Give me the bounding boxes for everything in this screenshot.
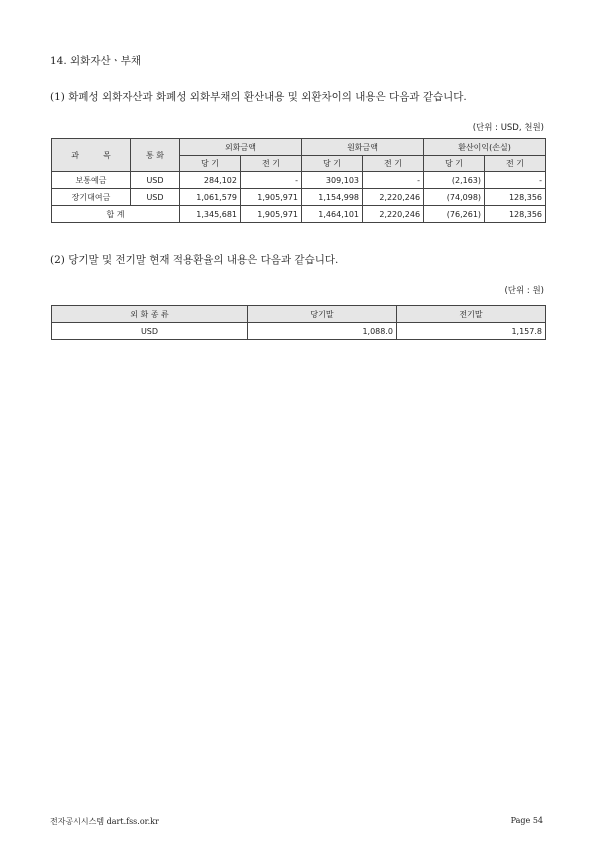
unit-label-1: (단위 : USD, 천원): [472, 123, 544, 133]
paragraph-2: (2) 당기말 및 전기말 현재 적용환율의 내용은 다음과 같습니다.: [50, 254, 339, 266]
header-current: 당 기: [180, 156, 241, 172]
header-account: 과 목: [52, 139, 131, 172]
header-prior: 전 기: [363, 156, 424, 172]
currency-cell: USD: [131, 189, 180, 206]
section-title: 14. 외화자산ㆍ부채: [50, 55, 142, 67]
unit-label-2: (단위 : 원): [504, 286, 544, 296]
currency-cell: USD: [131, 172, 180, 189]
page-number: Page 54: [510, 816, 543, 825]
table-row: [52, 323, 546, 340]
value-cell: 1,157.8: [397, 323, 546, 340]
header-current: 당 기: [302, 156, 363, 172]
value-cell: 1,345,681: [180, 206, 241, 223]
value-cell: 1,464,101: [302, 206, 363, 223]
table-row: [52, 172, 546, 189]
value-cell: 1,088.0: [248, 323, 397, 340]
value-cell: 2,220,246: [363, 206, 424, 223]
footer-source: 전자공시시스템 dart.fss.or.kr: [50, 817, 159, 826]
total-label: 합 계: [52, 206, 180, 223]
value-cell: (74,098): [424, 189, 485, 206]
header-current-end: 당기말: [248, 306, 397, 323]
value-cell: (76,261): [424, 206, 485, 223]
header-current: 당 기: [424, 156, 485, 172]
header-foreign-amount: 외화금액: [180, 139, 302, 156]
header-krw-amount: 원화금액: [302, 139, 424, 156]
value-cell: 1,154,998: [302, 189, 363, 206]
header-prior: 전 기: [241, 156, 302, 172]
paragraph-1: (1) 화폐성 외화자산과 화폐성 외화부채의 환산내용 및 외환차이의 내용은 다음과 같습니다.: [50, 91, 467, 103]
header-translation-gain: 환산이익(손실): [424, 139, 546, 156]
value-cell: -: [485, 172, 546, 189]
header-prior: 전 기: [485, 156, 546, 172]
header-currency-type: 외 화 종 류: [52, 306, 248, 323]
value-cell: -: [241, 172, 302, 189]
value-cell: (2,163): [424, 172, 485, 189]
value-cell: 1,905,971: [241, 206, 302, 223]
header-prior-end: 전기말: [397, 306, 546, 323]
exchange-rate-table: [51, 305, 546, 340]
value-cell: 1,905,971: [241, 189, 302, 206]
fx-translation-table: [51, 138, 546, 223]
value-cell: 128,356: [485, 189, 546, 206]
value-cell: 128,356: [485, 206, 546, 223]
value-cell: 309,103: [302, 172, 363, 189]
account-cell: 보통예금: [52, 172, 131, 189]
total-row: [52, 206, 546, 223]
table-row: [52, 189, 546, 206]
account-cell: 장기대여금: [52, 189, 131, 206]
header-currency: 통 화: [131, 139, 180, 172]
currency-cell: USD: [52, 323, 248, 340]
value-cell: 2,220,246: [363, 189, 424, 206]
value-cell: 1,061,579: [180, 189, 241, 206]
value-cell: 284,102: [180, 172, 241, 189]
value-cell: -: [363, 172, 424, 189]
